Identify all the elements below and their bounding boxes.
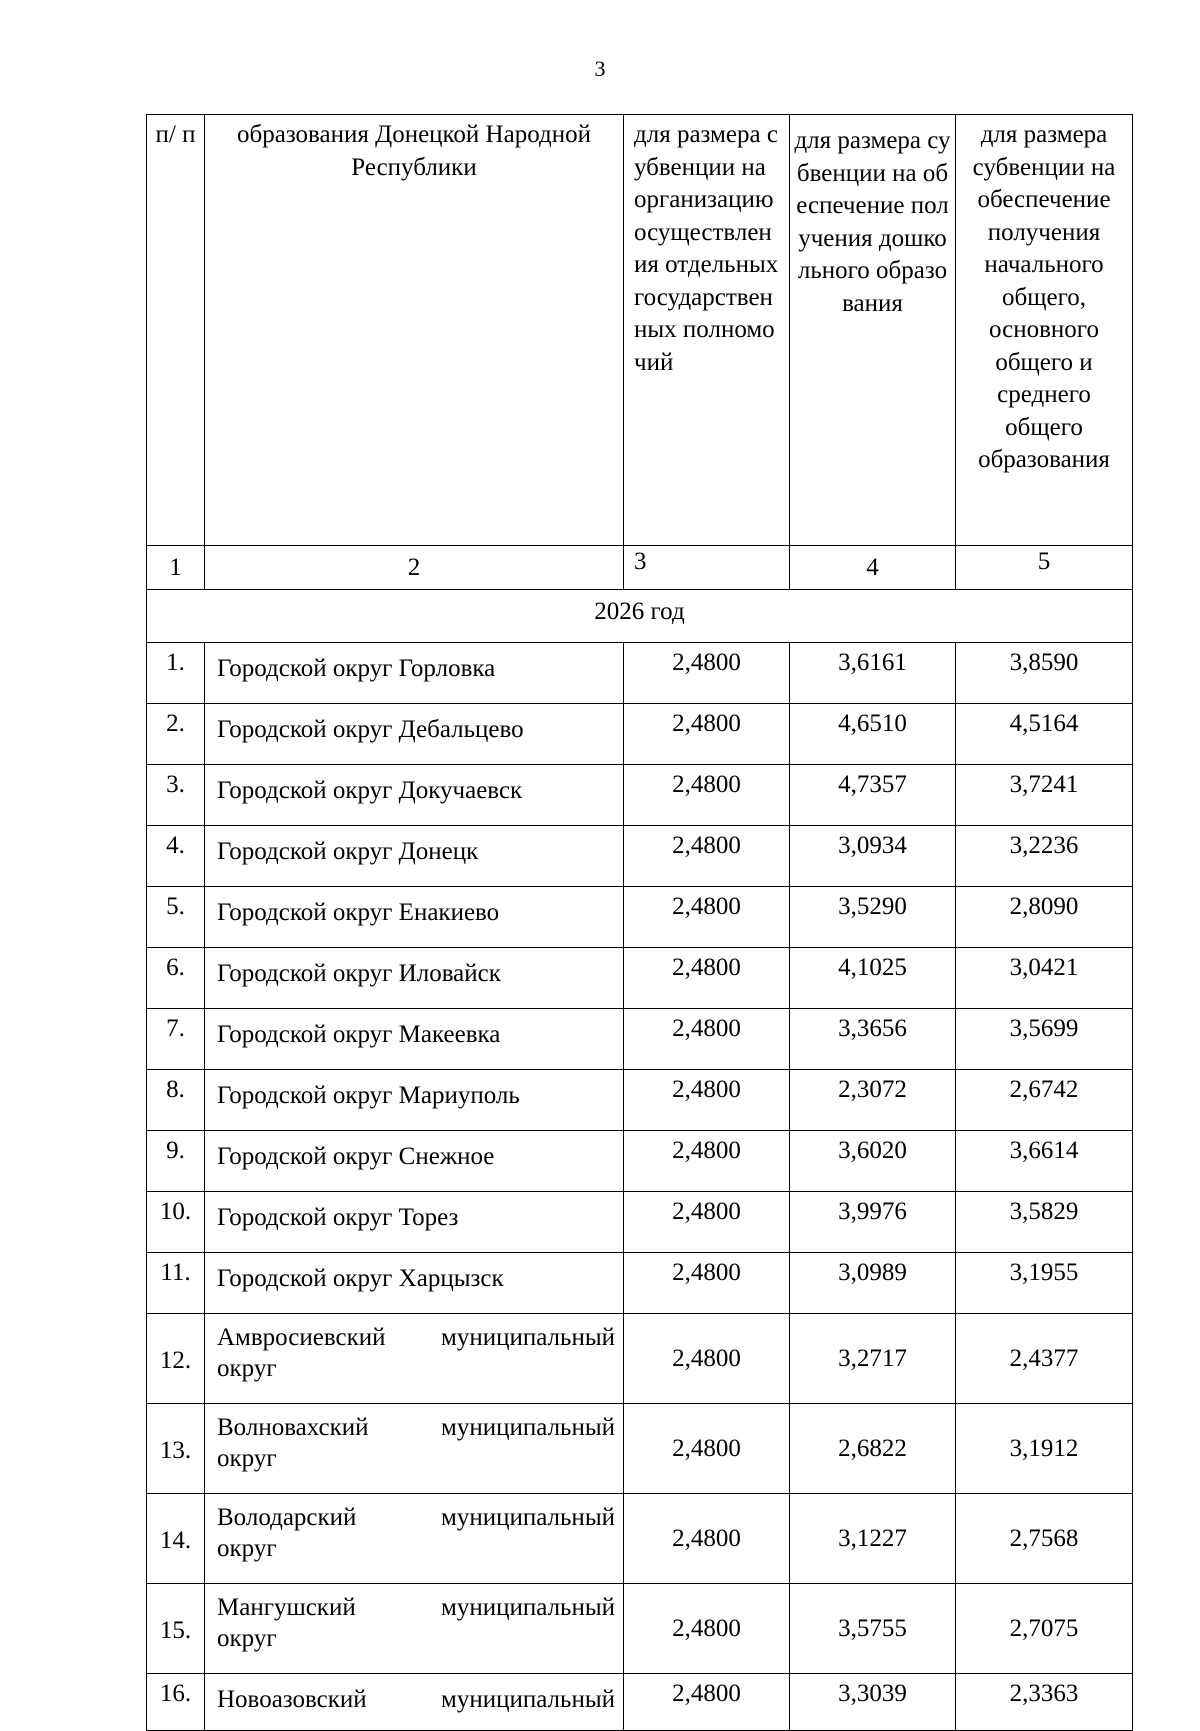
column-index: 2	[205, 546, 624, 590]
value-preschool: 4,6510	[790, 704, 956, 765]
subvention-table	[146, 114, 1133, 1731]
value-preschool: 3,5755	[790, 1584, 956, 1674]
column-index: 5	[956, 546, 1133, 590]
value-general-education: 2,7568	[956, 1494, 1133, 1584]
column-index: 3	[624, 546, 790, 590]
row-number: 7.	[147, 1009, 205, 1070]
row-number: 1.	[147, 643, 205, 704]
value-state-powers: 2,4800	[624, 1253, 790, 1314]
value-general-education: 2,7075	[956, 1584, 1133, 1674]
municipality-name-line2: округ	[217, 1355, 277, 1382]
value-general-education: 2,6742	[956, 1070, 1133, 1131]
value-state-powers: 2,4800	[624, 1404, 790, 1494]
row-number: 15.	[147, 1584, 205, 1674]
row-number: 11.	[147, 1253, 205, 1314]
row-number: 2.	[147, 704, 205, 765]
table-row	[147, 1404, 1133, 1494]
value-state-powers: 2,4800	[624, 1314, 790, 1404]
municipality-name: Городской округ Докучаевск	[205, 765, 624, 826]
value-preschool: 3,5290	[790, 887, 956, 948]
header-col-number: п/ п	[147, 115, 205, 546]
row-number: 4.	[147, 826, 205, 887]
value-general-education: 3,6614	[956, 1131, 1133, 1192]
municipality-name-line1: Волновахский муниципальный	[217, 1414, 615, 1441]
value-preschool: 3,2717	[790, 1314, 956, 1404]
value-preschool: 2,6822	[790, 1404, 956, 1494]
value-state-powers: 2,4800	[624, 1674, 790, 1731]
municipality-name: Городской округ Донецк	[205, 826, 624, 887]
value-state-powers: 2,4800	[624, 704, 790, 765]
row-number: 8.	[147, 1070, 205, 1131]
municipality-name-line1: Амвросиевский муниципальный	[217, 1324, 615, 1351]
municipality-name-line2: округ	[217, 1445, 277, 1472]
column-index-row	[147, 546, 1133, 590]
value-state-powers: 2,4800	[624, 1131, 790, 1192]
header-col-municipality: образования Донецкой Народной Республики	[205, 115, 624, 546]
table-row	[147, 704, 1133, 765]
row-number: 3.	[147, 765, 205, 826]
table-row	[147, 1009, 1133, 1070]
row-number: 16.	[147, 1674, 205, 1731]
value-state-powers: 2,4800	[624, 948, 790, 1009]
value-preschool: 4,1025	[790, 948, 956, 1009]
table-row	[147, 1674, 1133, 1731]
municipality-name	[205, 1494, 624, 1584]
table-row	[147, 1253, 1133, 1314]
table-row	[147, 948, 1133, 1009]
value-general-education: 3,1912	[956, 1404, 1133, 1494]
column-index: 4	[790, 546, 956, 590]
year-row	[147, 590, 1133, 643]
value-state-powers: 2,4800	[624, 1070, 790, 1131]
row-number: 9.	[147, 1131, 205, 1192]
municipality-name	[205, 1584, 624, 1674]
value-general-education: 2,8090	[956, 887, 1133, 948]
table-row	[147, 1070, 1133, 1131]
header-col-preschool: для размера субвенции на обеспечение получения дошкольного образования	[790, 115, 956, 546]
value-state-powers: 2,4800	[624, 765, 790, 826]
value-preschool: 3,1227	[790, 1494, 956, 1584]
row-number: 14.	[147, 1494, 205, 1584]
value-state-powers: 2,4800	[624, 1584, 790, 1674]
row-number: 10.	[147, 1192, 205, 1253]
municipality-name: Городской округ Иловайск	[205, 948, 624, 1009]
row-number: 13.	[147, 1404, 205, 1494]
table-row	[147, 765, 1133, 826]
value-general-education: 3,0421	[956, 948, 1133, 1009]
municipality-name: Городской округ Харцызск	[205, 1253, 624, 1314]
value-preschool: 4,7357	[790, 765, 956, 826]
year-label: 2026 год	[147, 590, 1133, 643]
municipality-name: Городской округ Макеевка	[205, 1009, 624, 1070]
table-row	[147, 826, 1133, 887]
value-state-powers: 2,4800	[624, 1494, 790, 1584]
value-general-education: 4,5164	[956, 704, 1133, 765]
row-number: 6.	[147, 948, 205, 1009]
value-preschool: 3,6020	[790, 1131, 956, 1192]
table-row	[147, 887, 1133, 948]
value-general-education: 3,7241	[956, 765, 1133, 826]
value-state-powers: 2,4800	[624, 887, 790, 948]
table-row	[147, 1314, 1133, 1404]
municipality-name: Городской округ Мариуполь	[205, 1070, 624, 1131]
municipality-name	[205, 1314, 624, 1404]
municipality-name-text: Новоазовский муниципальный	[217, 1686, 615, 1713]
table-row	[147, 1584, 1133, 1674]
value-general-education: 2,3363	[956, 1674, 1133, 1731]
municipality-name	[205, 1404, 624, 1494]
value-preschool: 3,3656	[790, 1009, 956, 1070]
value-general-education: 3,5829	[956, 1192, 1133, 1253]
municipality-name: Городской округ Горловка	[205, 643, 624, 704]
value-state-powers: 2,4800	[624, 826, 790, 887]
value-state-powers: 2,4800	[624, 643, 790, 704]
value-preschool: 2,3072	[790, 1070, 956, 1131]
column-index: 1	[147, 546, 205, 590]
value-state-powers: 2,4800	[624, 1192, 790, 1253]
municipality-name-line1: Мангушский муниципальный	[217, 1594, 615, 1621]
municipality-name: Городской округ Дебальцево	[205, 704, 624, 765]
municipality-name-line1: Володарский муниципальный	[217, 1504, 615, 1531]
table-row	[147, 1494, 1133, 1584]
table-row	[147, 643, 1133, 704]
value-preschool: 3,9976	[790, 1192, 956, 1253]
value-general-education: 3,8590	[956, 643, 1133, 704]
header-col-general-education: для размера субвенции на обеспечение получения начального общего, основного общего и среднего общего образования	[956, 115, 1133, 546]
value-preschool: 3,6161	[790, 643, 956, 704]
municipality-name: Городской округ Торез	[205, 1192, 624, 1253]
municipality-name: Городской округ Снежное	[205, 1131, 624, 1192]
value-preschool: 3,3039	[790, 1674, 956, 1731]
row-number: 5.	[147, 887, 205, 948]
municipality-name: Городской округ Енакиево	[205, 887, 624, 948]
municipality-name	[205, 1674, 624, 1731]
table-row	[147, 1192, 1133, 1253]
value-preschool: 3,0989	[790, 1253, 956, 1314]
value-general-education: 3,1955	[956, 1253, 1133, 1314]
table-header-row	[147, 115, 1133, 546]
municipality-name-line2: округ	[217, 1535, 277, 1562]
value-general-education: 3,5699	[956, 1009, 1133, 1070]
value-general-education: 3,2236	[956, 826, 1133, 887]
value-general-education: 2,4377	[956, 1314, 1133, 1404]
row-number: 12.	[147, 1314, 205, 1404]
municipality-name-line2: округ	[217, 1625, 277, 1652]
table-row	[147, 1131, 1133, 1192]
value-state-powers: 2,4800	[624, 1009, 790, 1070]
value-preschool: 3,0934	[790, 826, 956, 887]
page-number: 3	[594, 56, 606, 81]
header-col-state-powers: для размера субвенции на организацию осуществления отдельных государственных полномочий	[624, 115, 790, 546]
